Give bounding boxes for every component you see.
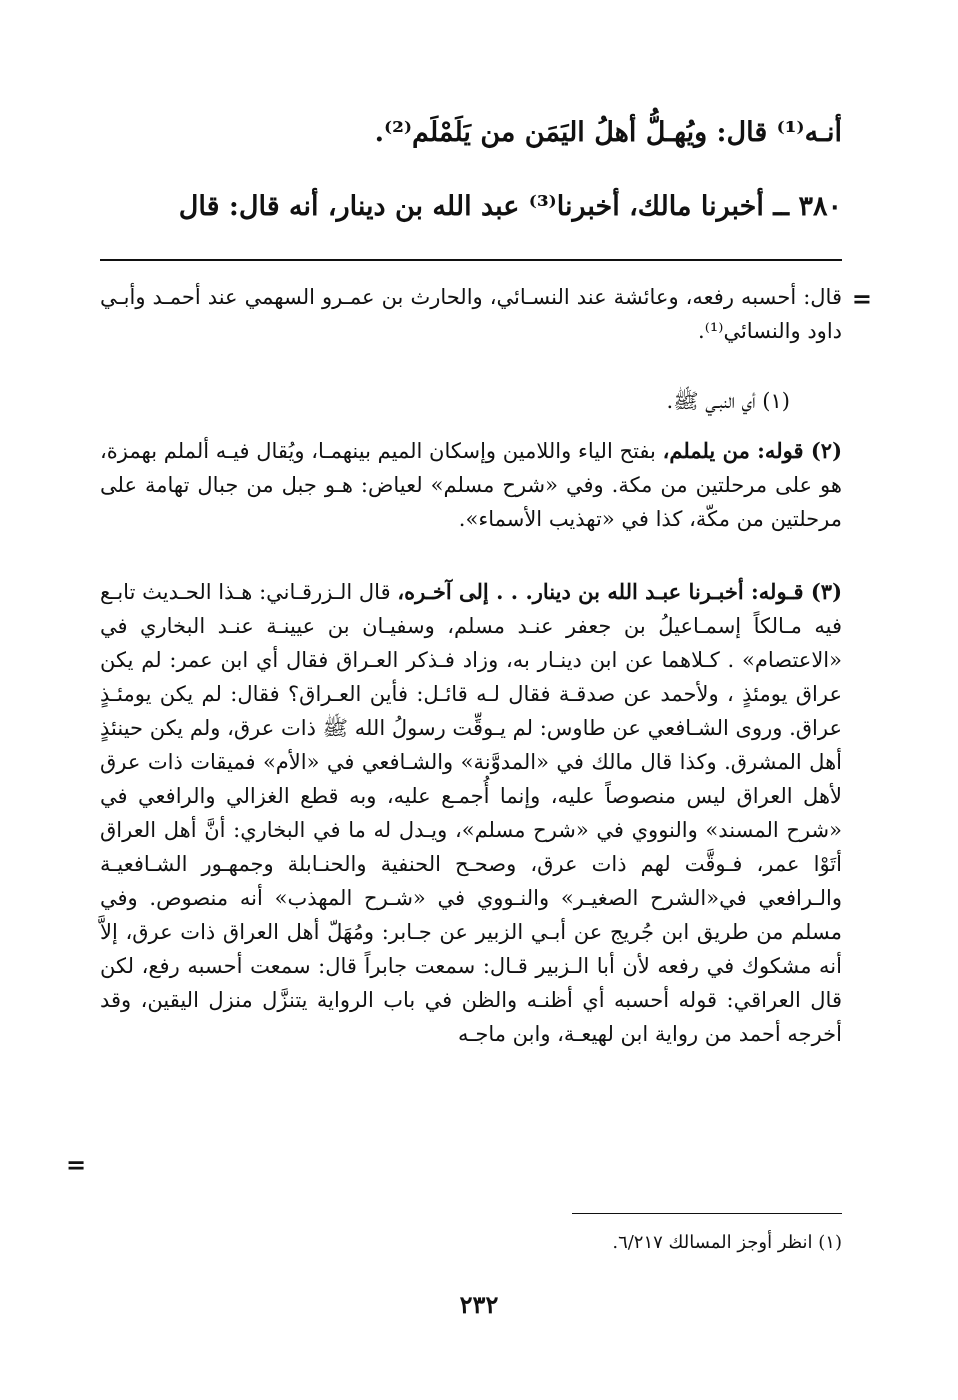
footnote-3-text: قال الـزرقـاني: هـذا الحـديث تابـع فيه مـالكاً إسمـاعيلُ بن جعفر عنـد مسلم، وسفيـان بن عيينـة عنـد البخاري في «الاعتصام» . كـلاهما عن ابن دينـار به، وزاد فـذكر العـراق فقال أي ابن عمر: لم يكن عراق يومئذٍ ، ولأحمد عن صدقـة فقال لـه قائـل: فأين العـراق؟ فقال: لم يكن يومئـذٍ عراق. وروى الشـافعي عن طاوس: لم يـوقِّت رسولُ الله ﷺ ذات عرق، ولم يكن حينئذٍ أهل المشرق. وكذا قال مالك في «المدوَّنة» والشـافعي في «الأم» فميقات ذات عرق لأهل العراق ليس منصوصاً عليه، وإنما أُجمـع عليه، وبه قطع الغزالي والرافعي في «شرح المسند» والنووي في «شرح مسلم»، ويـدل له ما في البخاري: أنَّ أهل العراق أتَوْا عمر، فـوقَّت لهم ذات عرق، وصحـح الحنفية والحنـابلة وجمهـور الشـافعيـة والـرافعي في«الشرح الصغيـر» والنـووي في «شـرح المهذب» أنه منصوص. وفي مسلم من طريق ابن جُريج عن أبـي الزبير عن جـابر: ومُهَلّ أهل العراق ذات عرق، إلاَّ أنه مشكوك في رفعه لأن أبا الـزبير قـال: سمعت جابراً قال: سمعت أحسبه رفع، لكن قال العراقي: قوله أحسبه أي أظنـه والظن في باب الرواية يتنزَّل منزل اليقين، وقد أخرجه أحمد من رواية ابن لهيعـة، وابن ماجـه bbox=[100, 580, 842, 1046]
footnote-continued: قال: أحسبه رفعه، وعائشة عند النسـائي، والحارث بن عمـرو السهمي عند أحمـد وأبـي داود والنسائي⁽¹⁾. bbox=[100, 285, 842, 343]
footnote-3 bbox=[100, 575, 842, 1051]
main-text-line-1: أنـه⁽¹⁾ قال: ويُهـلُّ أهلُ اليَمَن من يَلَمْلَم⁽²⁾. bbox=[374, 117, 842, 148]
page-footnote: (١) انظر أوجز المسالك ٦/٢١٧. bbox=[612, 1232, 842, 1253]
footnote-3-label: (٣) قـوله: أخبـرنا عبـد الله بن دينار. . . إلى آخـره، bbox=[397, 579, 842, 604]
continuation-mark-bottom: = bbox=[66, 1150, 87, 1179]
page-number: ٢٣٢ bbox=[459, 1290, 499, 1319]
main-footnote-divider bbox=[100, 259, 842, 261]
hadith-380-line: ٣٨٠ ــ أخبرنا مالك، أخبرنا⁽³⁾ عبد الله بن دينار، أنه قال: قال bbox=[178, 191, 842, 222]
continuation-mark-top: = bbox=[851, 284, 872, 313]
footnote-1: (١) أي النبـي ﷺ. bbox=[666, 389, 790, 413]
footnote-2-label: (٢) قوله: من يلملم، bbox=[662, 438, 842, 463]
page-footnote-divider bbox=[572, 1213, 842, 1214]
footnote-2-text: بفتح الياء واللامين وإسكان الميم بينهمـا، ويُقال فيـه ألملم بهمزة، هو على مرحلتين من مكة. وفي «شرح مسلم» لعياض: هـو جبل من جبال تهامة على مرحلتين من مكّة، كذا في «تهذيب الأسماء». bbox=[100, 439, 842, 531]
footnote-2 bbox=[100, 434, 842, 536]
